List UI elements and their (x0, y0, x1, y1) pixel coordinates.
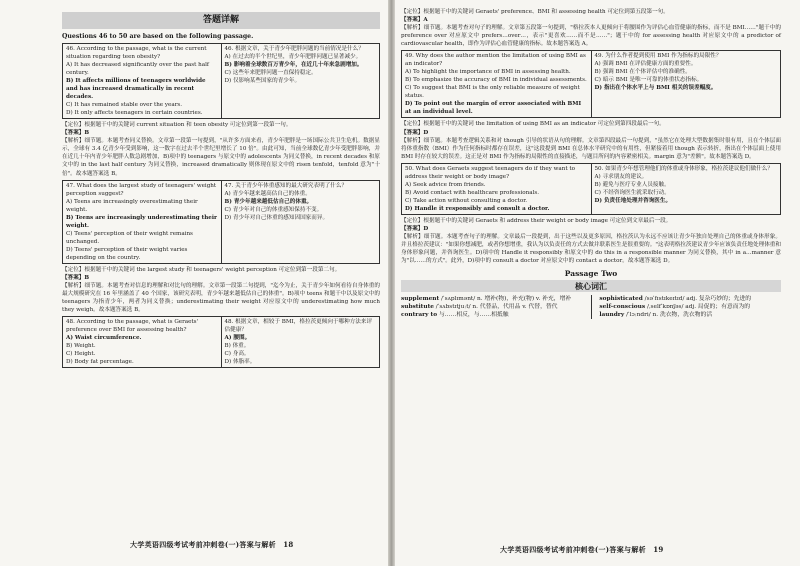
option-a-cn: A) 腰围。 (224, 335, 251, 342)
vocab-entry (401, 311, 583, 319)
locate-50: 【定位】根据题干中的关键词 Geraets 和 address their weight or body image 可定位到文章最后一段。 (401, 217, 672, 224)
option-d: D) It only affects teenagers in certain countries. (66, 110, 203, 116)
right-page-footer: 大学英语四级考试考前冲刺卷(一)答案与解析 19 (500, 545, 664, 554)
option-c-cn: C) 不经咨询医生就采取行动。 (594, 189, 670, 196)
vocab-definition: /ˌselfˈkɒnʃəs/ adj. 局促的；有意而为的 (647, 303, 751, 310)
option-a-cn: A) 青少年越来越高估自己的体重。 (224, 190, 311, 197)
vocab-entry (401, 303, 583, 311)
question-text-cn: 49. 为什么作者提到使用 BMI 作为指标的局限性？ (594, 53, 722, 60)
question-49-table (401, 50, 781, 118)
vocab-definition: /ˈlɔːndri/ n. 洗衣物，洗衣物的活 (626, 312, 713, 319)
option-b-cn: B) 体重。 (224, 343, 250, 350)
analysis-49: 【解析】细节题。本题考查逻辑关系和对 though 引导的状语从句的理解。文章第四段最后一句提到，"虽然它在处理大型数据集时很有用，且在个体层面将体重指数（BMI）作为任何指标时都存在误差，这"这段提到 BMI 在总体水平研究中的有用性，但紧接着用 though 表示转折，指出在个体层面上使用 BMI 时存在较大的误差。这正是对 BMI 作为指标的局限性的直接描述，与题目所问的内容紧密相关。margin 意为"差额"。故本题答案选 D。 (401, 137, 781, 160)
option-d-cn: D) 仅影响某些国家的青少年。 (224, 78, 301, 84)
option-c: C) Height. (66, 351, 96, 358)
option-b-cn: B) 避免与医疗专业人员接触。 (594, 181, 670, 188)
option-b: B) Teens are increasingly underestimating their weight. (66, 214, 217, 229)
option-d: D) Body fat percentage. (66, 359, 134, 366)
question-text: 49. Why does the author mention the limitation of using BMI as an indicator? (405, 53, 586, 68)
option-a: A) Teens are increasingly overestimating their weight. (66, 198, 198, 213)
option-d: D) Handle it responsibly and consult a doctor. (405, 205, 550, 212)
vocab-column-left (401, 295, 583, 320)
question-text-cn: 48. 根据文章，相较于 BMI，格拉茨更倾向于哪种方法来评估健康？ (224, 319, 373, 334)
question-text: 50. What does Geraets suggest teenagers do if they want to address their weight or body image? (405, 165, 575, 180)
locate-47: 【定位】根据题干中的关键词 the largest study 和 teenagers' weight perception 可定位到第一段第二句。 (62, 266, 341, 273)
option-a: A) To highlight the importance of BMI in assessing health. (405, 69, 571, 76)
vocab-entry (401, 295, 583, 303)
answer-49: 【答案】D (401, 129, 429, 136)
vocab-entry (599, 303, 781, 311)
vocab-word: supplement (401, 295, 440, 302)
vocab-definition: 与……相反，与……相抵触 (438, 312, 509, 319)
option-b: B) Avoid contact with healthcare professionals. (405, 189, 540, 196)
vocab-word: contrary to (401, 312, 438, 319)
vocab-definition: /ˈsʌbstɪtjuːt/ n. 代替品，代用品 v. 代替，替代 (435, 303, 558, 310)
option-d: D) To point out the margin of error associated with BMI at an individual level. (405, 101, 582, 116)
vocab-entry (599, 311, 781, 319)
answer-section-header: 答题详解 (62, 12, 380, 29)
vocab-word: laundry (599, 312, 625, 319)
option-d-cn: D) 青少年对自己体重的感知因国家而异。 (224, 214, 329, 221)
option-d-cn: D) 体脂率。 (224, 359, 256, 366)
analysis-47: 【解析】细节题。本题考查对信息的理解和对比句的理解。文章第一段第二句提到，"迄今为止，关于青少年如何看待自身体重的最大规模研究在 16 年里涵盖了 40 个国家，该研究表明，青少年越来越低估自己的体重"。B)项中 teens 和题干中以及原文中的 teenagers 为指青少年，两者为同义替换；underestimating their weight 对应原文中的 underestimating how much they weigh。故本题答案选 B。 (62, 282, 380, 314)
left-page-footer: 大学英语四级考试考前冲刺卷(一)答案与解析 18 (130, 540, 294, 549)
option-b: B) Weight. (66, 343, 96, 350)
book-spine (388, 0, 395, 566)
answer-48: 【答案】A (401, 17, 428, 24)
vocab-definition: /səˈfɪstɪkeɪtɪd/ adj. 复杂巧妙的；先进的 (644, 295, 752, 302)
option-c-cn: C) 青少年对自己的体重感知保持不变。 (224, 206, 323, 213)
option-c: C) Take action without consulting a doctor. (405, 197, 528, 204)
question-46-table (62, 43, 380, 119)
question-text-cn: 50. 如果青少年想管理他们的体重或身体形象，格拉茨建议他们做什么？ (594, 165, 773, 172)
option-c-cn: C) 暗示 BMI 是唯一可靠的体重状态指标。 (594, 77, 703, 84)
vocab-column-right (599, 295, 781, 320)
option-c: C) It has remained stable over the years. (66, 102, 183, 108)
vocab-divider (591, 295, 592, 320)
left-content (62, 0, 380, 370)
analysis-48: 【解析】细节题。本题考查对句子的理解。文章第五段第一句提到，"格拉茨本人更倾向于将腰围作为评估心血管健康的指标，而不是 BMI……"题干中的 preference over 对应原文中 prefers…over…，表示"更喜欢……而不是……"；题干中的 for assessing health 对应原文中的 a predictor of cardiovascular health，即作为评估心血管健康的指标。故本题答案选 A。 (401, 25, 781, 48)
option-a: A) It has decreased significantly over the past half century. (66, 62, 209, 76)
locate-46: 【定位】根据题干中的关键词 current situation 和 teen obesity 可定位到第一段第一句。 (62, 122, 292, 128)
option-b: B) It affects millions of teenagers worldwide and has increased dramatically in recent decades. (66, 78, 206, 100)
vocab-word: substitute (401, 303, 434, 310)
vocab-entry (599, 295, 781, 303)
option-b: B) To emphasize the accuracy of BMI in individual assessments. (405, 77, 587, 84)
answer-46: 【答案】B (62, 130, 90, 137)
vocab-word: sophisticated (599, 295, 643, 302)
question-text: 46. According to the passage, what is the current situation regarding teen obesity? (66, 46, 207, 60)
option-a: A) Seek advice from friends. (405, 181, 486, 188)
question-text: 47. What does the largest study of teenagers' weight perception suggest? (66, 182, 217, 197)
question-text-cn: 47. 关于青少年体重感知的最大研究表明了什么？ (224, 182, 348, 189)
option-b-cn: B) 影响着全球数百万青少年，在近几十年来急剧增加。 (224, 62, 363, 68)
option-a: A) Waist circumference. (66, 335, 142, 342)
option-c: C) To suggest that BMI is the only reliable measure of weight status. (405, 85, 580, 100)
question-47-table (62, 180, 380, 264)
option-d-cn: D) 指出在个体水平上与 BMI 相关的误差幅度。 (594, 85, 717, 92)
option-b-cn: B) 强调 BMI 在个体评估中的准确性。 (594, 69, 691, 76)
option-a-cn: A) 寻求朋友的建议。 (594, 173, 648, 180)
locate-49: 【定位】根据题干中的关键词 the limitation of using BMI as an indicator 可定位到第四段最后一句。 (401, 121, 665, 128)
question-text: 48. According to the passage, what is Geraets' preference over BMI for assessing health? (66, 319, 199, 334)
question-48-table (62, 316, 380, 368)
question-50-table (401, 163, 781, 215)
option-a-cn: A) 在过去的半个世纪里，青少年肥胖问题已显著减少。 (224, 54, 362, 60)
right-content (401, 0, 781, 319)
vocab-list (401, 295, 781, 320)
option-b-cn: B) 青少年越来越低估自己的体重。 (224, 198, 313, 205)
right-page (395, 0, 800, 566)
vocab-header: 核心词汇 (401, 280, 781, 292)
left-page (0, 0, 388, 566)
question-text-cn: 46. 根据文章，关于青少年肥胖问题的当前情况是什么？ (224, 46, 364, 52)
answer-47: 【答案】B (62, 274, 90, 281)
option-d: D) Teens' perception of their weight varies depending on the country. (66, 246, 188, 261)
option-a-cn: A) 强调 BMI 在评估健康方面的重要性。 (594, 61, 697, 68)
option-c-cn: C) 这些年来肥胖问题一直保持稳定。 (224, 70, 317, 76)
locate-48: 【定位】根据题干中的关键词 Geraets' preference、BMI 和 assessing health 可定位到第五段第一句。 (401, 9, 669, 15)
analysis-46: 【解析】细节题。本题考查同义替换。文章第一段第一句提到，"从许多方面来看，青少年肥胖是一场国际公共卫生危机。数据显示，全球有 3.4 亿青少年受到影响，这一数字在过去半个世纪里增长了 10 倍"。由此可知，当前全球数亿青少年受肥胖影响，并在近几十年内青少年肥胖人数急剧增加，B)项中的 teenagers 与原文中的 adolescents 为同义替换，in recent decades 和原文中的 in the last half century 为同义替换，increased dramatically 则体现在原文中的 risen tenfold，tenfold 意为"十倍"。故本题答案选 B。 (62, 138, 380, 177)
option-c: C) Teens' perception of their weight remains unchanged. (66, 230, 193, 245)
option-c-cn: C) 身高。 (224, 351, 250, 358)
analysis-50: 【解析】细节题。本题考查句子的理解。文章最后一段提到，出于这些以及更多原因，格拉茨认为永远不应该让青少年独自处理自己的体重或身体形象。并且格拉茨建议："如果你想减肥，或者你想增重，我认为以负责任的方式去做并联系医生是很重要的。"这表明格拉茨建议青少年应该负责任地处理体重和身体形象问题，并咨询医生。D)项中的 Handle it responsibly 和原文中的 do this in a responsible manner 为同义替换，其中 in a…manner 意为"以……的方式"。此外，D)项中的 consult a doctor 对应原文中的 contact a doctor。故本题答案选 D。 (401, 234, 781, 265)
option-d-cn: D) 负责任地处理并咨询医生。 (594, 197, 672, 204)
vocab-definition: /ˈsʌplɪmənt/ n. 增补(物)，补充(物) v. 补充，增补 (441, 295, 572, 302)
answer-50: 【答案】D (401, 226, 429, 233)
passage-two-title: Passage Two (564, 268, 618, 278)
vocab-word: self-conscious (599, 303, 646, 310)
questions-intro: Questions 46 to 50 are based on the following passage. (62, 33, 254, 40)
